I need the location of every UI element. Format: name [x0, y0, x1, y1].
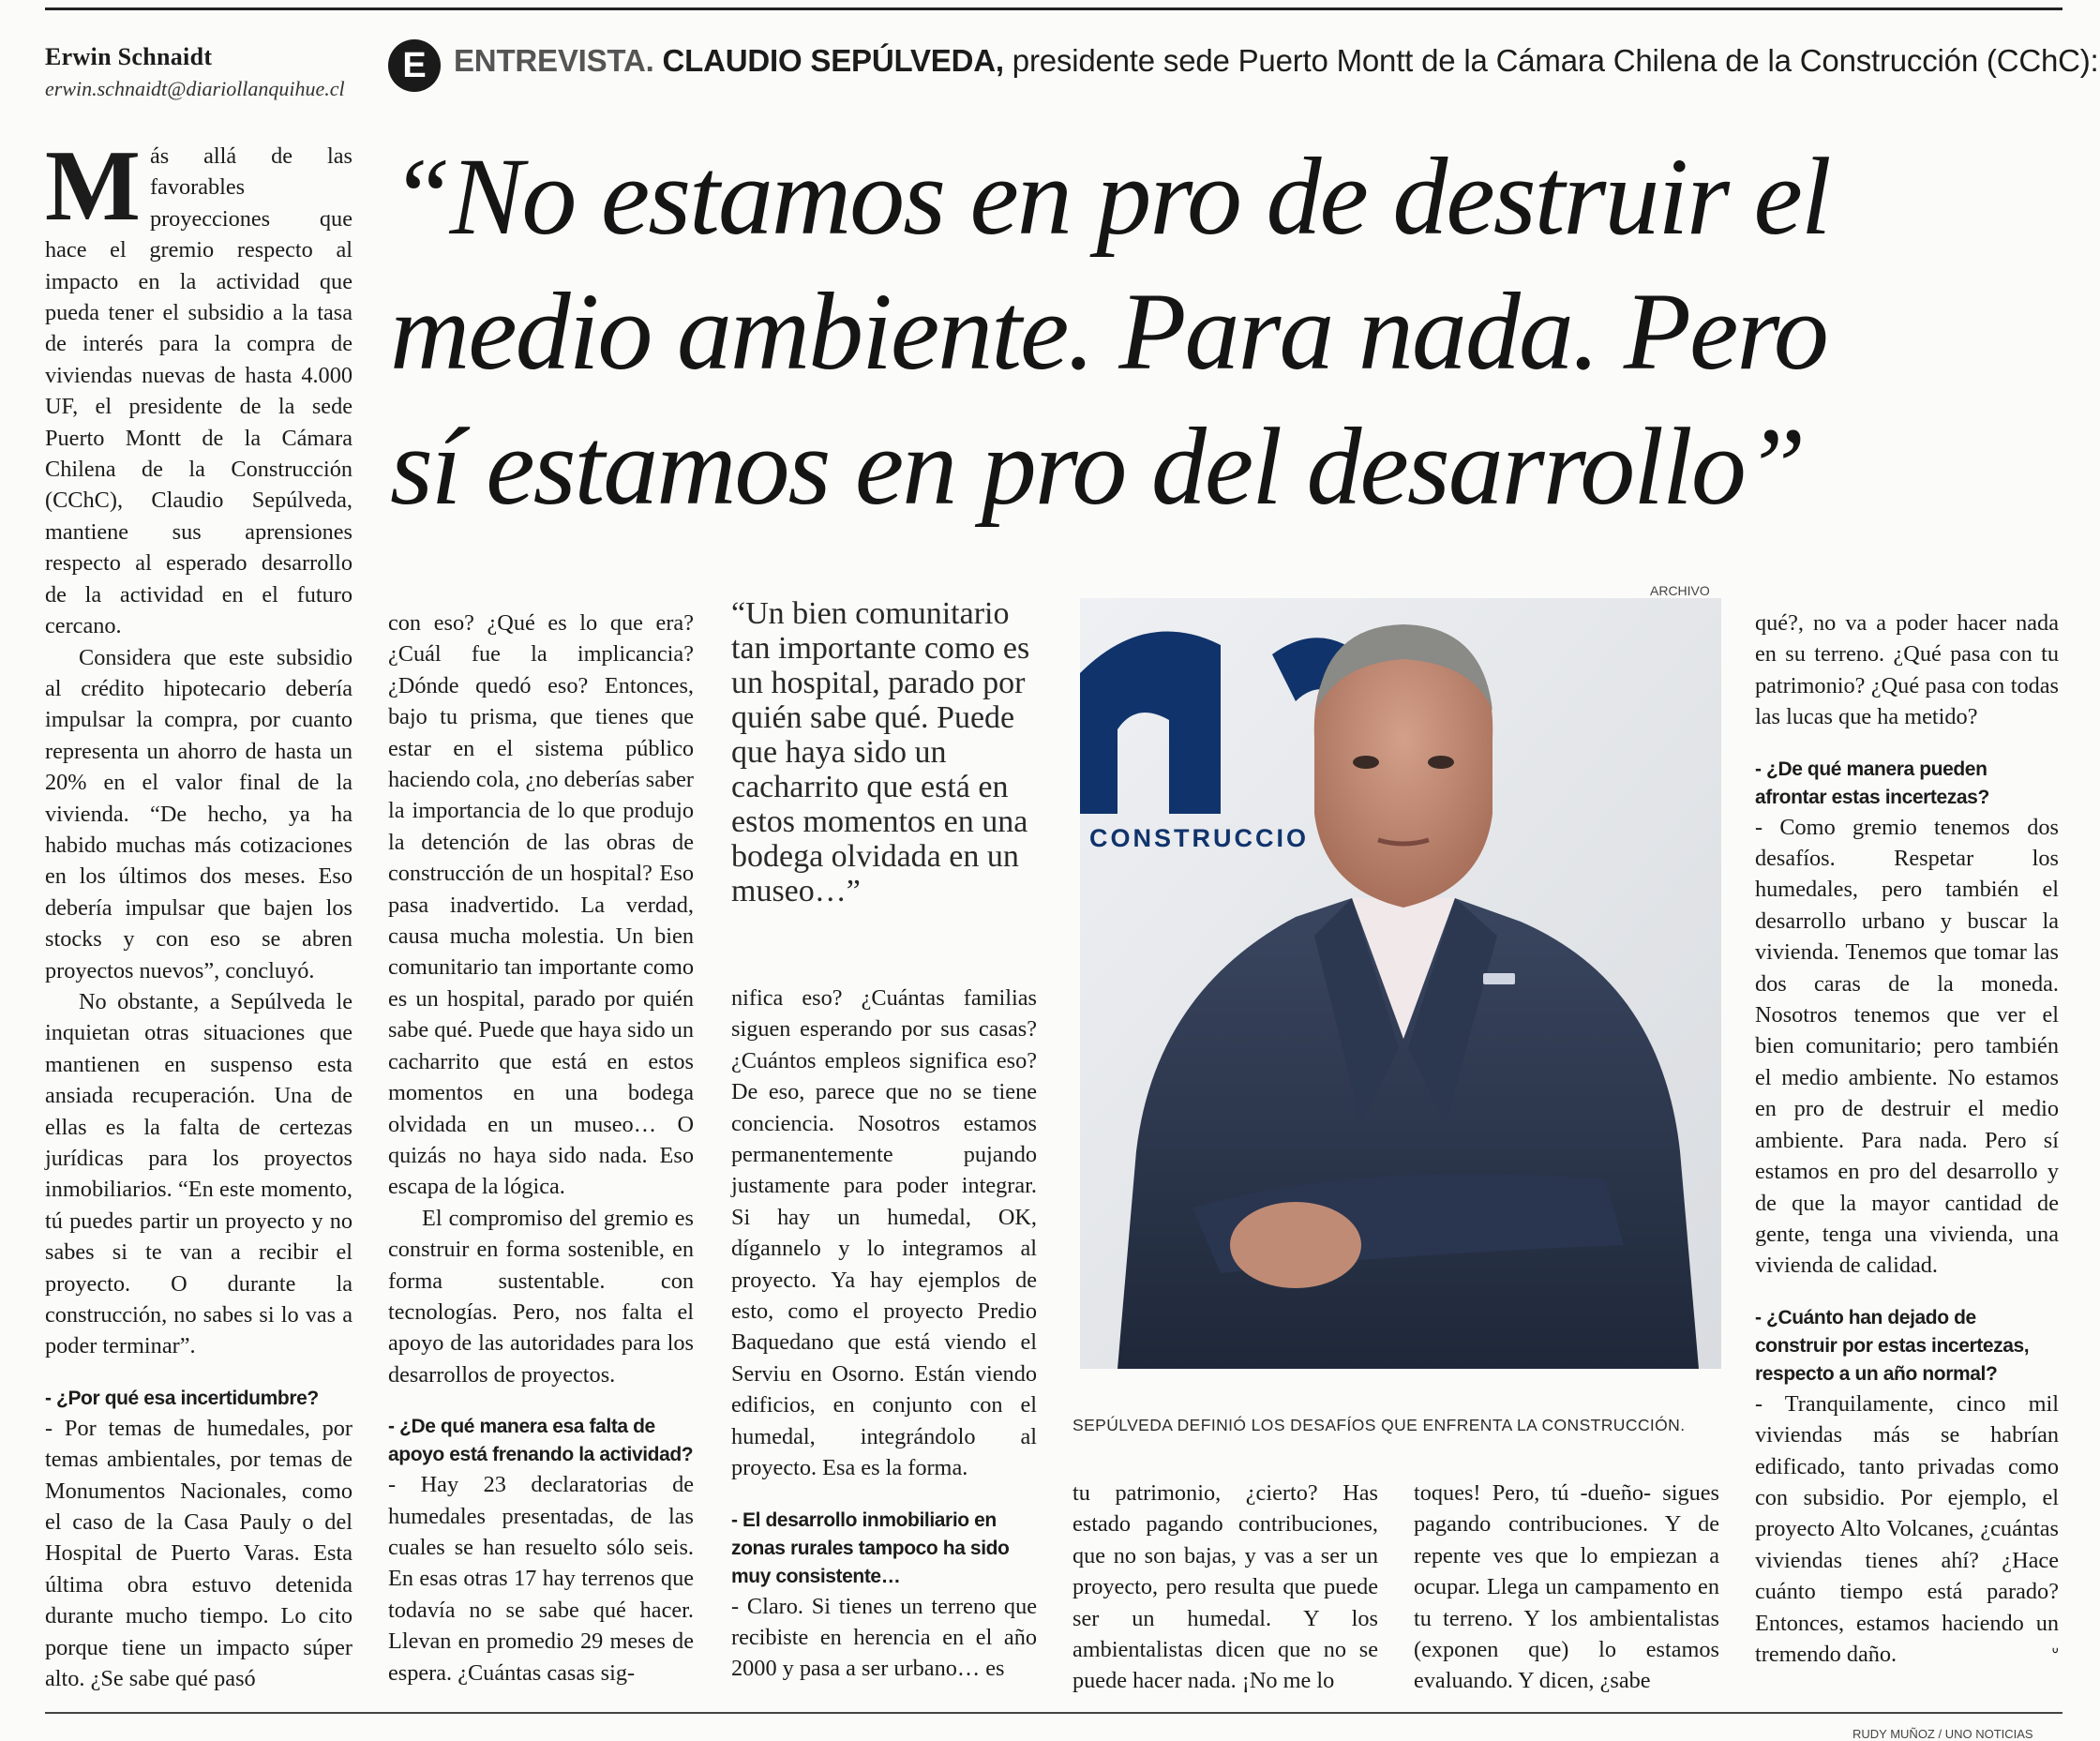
lapel-pin [1483, 973, 1515, 984]
bottom-rule [45, 1712, 2062, 1714]
interview-question: - ¿Cuánto han dejado de construir por estas incertezas, respecto a un año normal? [1755, 1306, 2030, 1385]
body-paragraph: Considera que este subsidio al crédito hipotecario debería impulsar la compra, por cuanto representa un ahorro de hasta un 20% en el valor final de la vivienda. “De hecho, ya ha habido muchas más cotizaciones en los últimos dos meses. Eso debería impulsar que bajen los stocks y con eso se abren proyectos nuevos”, concluyó. [45, 644, 352, 983]
interview-question: - ¿De qué manera pueden afrontar estas incertezas? [1755, 758, 1989, 808]
lead-paragraph: Más allá de las favorables proyecciones que hace el gremio respecto al impacto en la actividad que pueda tener el subsidio a la tasa de interés para la compra de viviendas nuevas de hasta 4.000 UF, el presidente de la sede Puerto Montt de la Cámara Chilena de la Construcción (CChC), Claudio Sepúlveda, mantiene sus aprensiones respecto al esperado desarrollo de la actividad en el futuro cercano. [45, 130, 352, 639]
interview-answer: - Claro. Si tienes un terreno que recibiste en herencia en el año 2000 y pasa a ser urbano… es [731, 1593, 1037, 1682]
byline-email[interactable]: erwin.schnaidt@diariollanquihue.cl [45, 77, 345, 100]
portrait-illustration [1080, 598, 1721, 1369]
eye-left [1353, 756, 1379, 769]
headline-line-3: sí estamos en pro del desarrollo” [390, 404, 1805, 528]
headline-line-1: “No estamos en pro de destruir el [390, 135, 1830, 258]
body-paragraph: El compromiso del gremio es construir en forma sostenible, en forma sustentable. con tecnologías. Pero, nos falta el apoyo de las autoridades para los desarrollos de proyectos. [388, 1205, 694, 1388]
photo-credit: ARCHIVO [1650, 583, 1710, 598]
pull-quote: “Un bien comunitario tan importante como es un hospital, parado por quién sabe qué. Puede que haya sido un cacharrito que está en estos momentos en una bodega olvidada en un museo…” [731, 596, 1030, 908]
article-column-6 [1755, 608, 2059, 1670]
kicker-label: ENTREVISTA. [454, 43, 654, 78]
body-paragraph: No obstante, a Sepúlveda le inquietan otras situaciones que mantienen en suspenso esta ansiada recuperación. Una de ellas es la falta de certezas jurídicas para los proyectos inmobiliarios. “En este momento, tú puedes partir un proyecto y no sabes si te van a recibir el proyecto. O durante la construcción, no sabes si lo vas a poder terminar”. [45, 988, 352, 1359]
headline [390, 129, 2068, 534]
portrait-photo [1080, 598, 1721, 1369]
interview-question: - ¿De qué manera esa falta de apoyo está frenando la actividad? [388, 1416, 694, 1466]
kicker-role: presidente sede Puerto Montt de la Cámara Chilena de la Construcción (CChC): [1003, 43, 2099, 78]
photo-caption: SEPÚLVEDA DEFINIÓ LOS DESAFÍOS QUE ENFRENTA LA CONSTRUCCIÓN. [1072, 1416, 1686, 1434]
byline-author: Erwin Schnaidt [45, 43, 213, 70]
interview-question: - ¿Por qué esa incertidumbre? [45, 1387, 319, 1409]
body-paragraph: qué?, no va a poder hacer nada en su terreno. ¿Qué pasa con tu patrimonio? ¿Qué pasa con todas las lucas que ha metido? [1755, 610, 2059, 730]
body-paragraph: tu patrimonio, ¿cierto? Has estado pagando contribuciones, que no son bajas, y vas a ser un proyecto, pero resulta que puede ser un humedal. Y los ambientalistas dicen que no se puede hacer nada. ¡No me lo [1072, 1480, 1378, 1694]
footer-photo-credit: RUDY MUÑOZ / UNO NOTICIAS [1852, 1727, 2033, 1741]
article-column-5 [1414, 1478, 1719, 1697]
article-column-2 [388, 608, 694, 1688]
body-paragraph: con eso? ¿Qué es lo que era? ¿Cuál fue la implicancia? ¿Dónde quedó eso? Entonces, bajo tu prisma, que tienes que estar en el sistema público haciendo cola, ¿no deberías saber la importancia de lo que produjo la detención de las obras de construcción de un hospital? Eso pasa inadvertido. La verdad, causa mucha molestia. Un bien comunitario tan importante como es un hospital, parado por quién sabe qué. Puede que haya sido un cacharrito que está en estos momentos en una bodega olvidada en un museo… O quizás no haya sido nada. Eso escapa de la lógica. [388, 610, 694, 1200]
interview-question: - El desarrollo inmobiliario en zonas rurales tampoco ha sido muy consistente… [731, 1508, 1010, 1587]
headline-line-2: medio ambiente. Para nada. Pero [390, 269, 1827, 393]
section-badge: E [388, 39, 441, 92]
body-paragraph: toques! Pero, tú -dueño- sigues pagando contribuciones. Y de repente ves que lo empiezan a ocupar. Llega un campamento en tu terreno. Y los ambientalistas (exponen que) lo estamos evaluando. Y dicen, ¿sabe [1414, 1480, 1719, 1694]
body-paragraph: nifica eso? ¿Cuántas familias siguen esperando por sus casas? ¿Cuántos empleos significa eso? De eso, parece que no se tiene conciencia. Nosotros estamos permanentemente pujando justamente para poder integrar. Si hay un humedal, OK, dígannelo y lo integramos al proyecto. Ya hay ejemplos de esto, como el proyecto Predio Baquedano que está viendo el Serviu en Osorno. Están viendo edificios, en conjunto con el humedal, integrándolo al proyecto. Esa es la forma. [731, 985, 1037, 1481]
article-column-4 [1072, 1478, 1378, 1697]
article-column-3 [731, 983, 1037, 1685]
interview-answer: - Como gremio tenemos dos desafíos. Respetar los humedales, pero también el desarrollo urbano y buscar la vivienda. Tenemos que tomar las dos caras de la moneda. Nosotros tenemos que ver el bien comunitario; pero también el medio ambiente. No estamos en pro de destruir el medio ambiente. Para nada. Pero sí estamos en pro del desarrollo y de que la mayor cantidad de gente, tenga una vivienda, una vivienda de calidad. [1755, 814, 2059, 1279]
interview-answer: - Hay 23 declaratorias de humedales presentadas, de las cuales se han resuelto sólo seis. En esas otras 17 hay terrenos que todavía no se sabe qué hacer. Llevan en promedio 29 meses de espera. ¿Cuántas casas sig- [388, 1472, 694, 1686]
article-column-1 [45, 130, 352, 1695]
interview-answer: - Tranquilamente, cinco mil viviendas más se habrían edificado, tanto privadas como con subsidio. Por ejemplo, el proyecto Alto Volcanes, ¿cuántas viviendas tienes ahí? ¿Hace cuánto tiempo está parado? Entonces, estamos haciendo un tremendo daño. ᐡ [1755, 1388, 2059, 1671]
kicker-person: CLAUDIO SEPÚLVEDA, [662, 43, 1004, 78]
eye-right [1428, 756, 1454, 769]
kicker [454, 43, 2099, 79]
interview-answer: - Por temas de humedales, por temas ambientales, por temas de Monumentos Nacionales, como el caso de la Casa Pauly o del Hospital de Puerto Varas. Esta última obra estuvo detenida durante mucho tiempo. Lo cito porque tiene un impacto súper alto. ¿Se sabe qué pasó [45, 1415, 352, 1692]
drop-cap: M [45, 130, 141, 242]
background-sign-text: CONSTRUCCIO [1089, 824, 1309, 852]
end-of-article-icon: ᐡ [2051, 1642, 2059, 1665]
hand [1230, 1202, 1361, 1288]
top-rule [45, 8, 2062, 10]
